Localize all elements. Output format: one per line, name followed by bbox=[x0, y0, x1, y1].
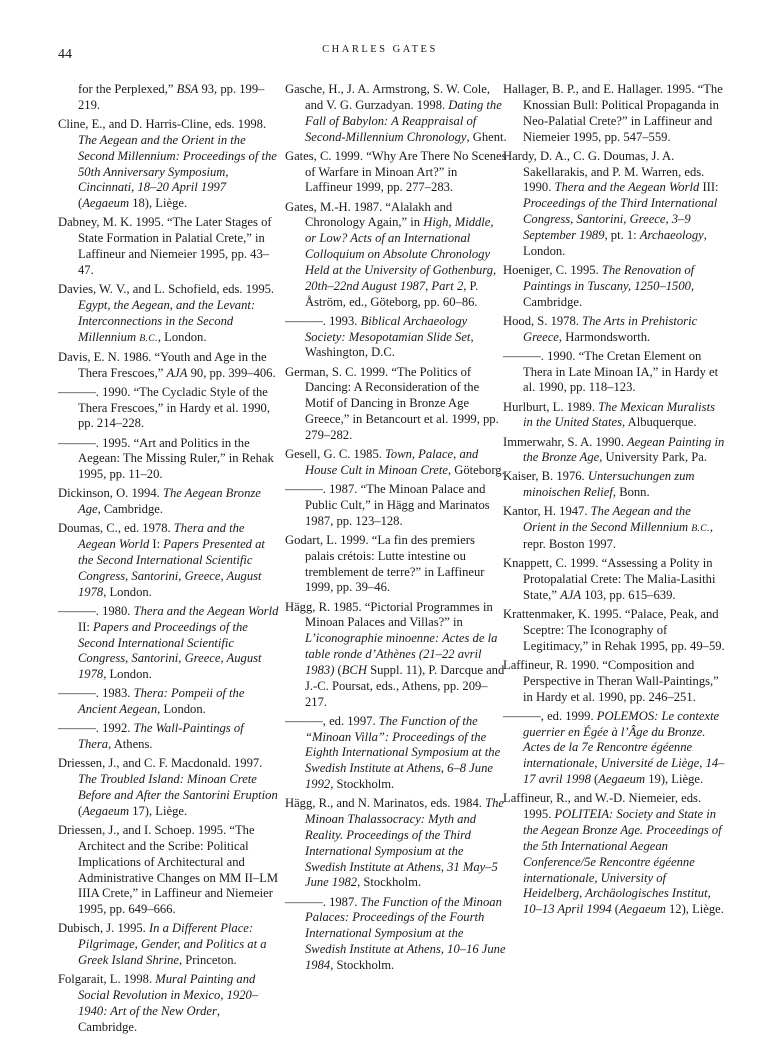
bibliography-entry: ———, ed. 1999. POLEMOS: Le contexte guerrier en Égée à l’Âge du Bronze. Actes de la 7e Rencontre égéenne internationale, Université de Liège, 14–17 avril 1998 (Aegaeum 19), Liège. bbox=[503, 708, 725, 787]
bibliography-entry: ———. 1990. “The Cycladic Style of the Thera Frescoes,” in Hardy et al. 1990, pp. 214–228. bbox=[58, 384, 270, 431]
bibliography-entry: for the Perplexed,” BSA 93, pp. 199–219. bbox=[78, 82, 265, 112]
bibliography-entry: ———. 1993. Biblical Archaeology Society: Mesopotamian Slide Set, Washington, D.C. bbox=[285, 313, 474, 360]
bibliography-entry: Kaiser, B. 1976. Untersuchungen zum minoischen Relief, Bonn. bbox=[503, 469, 695, 500]
bibliography-entry: Driessen, J., and I. Schoep. 1995. “The Architect and the Scribe: Political Implications of Architectural and Administrative Changes on MM II–LM IIIA Crete,” in Laffineur and Niemeier 1995, pp. 649–666. bbox=[58, 822, 279, 917]
bibliography-entry: Laffineur, R., and W.-D. Niemeier, eds. 1995. POLITEIA: Society and State in the Aegean Bronze Age. Proceedings of the 5th International Aegean Conference/5e Rencontre égéenne internationale, University of Heidelberg, Archäologisches Institut, 10–13 April 1994 (Aegaeum 12), Liège. bbox=[503, 791, 724, 917]
bibliography-entry: Hood, S. 1978. The Arts in Prehistoric Greece, Harmondsworth. bbox=[503, 313, 698, 344]
bibliography-column-3 bbox=[503, 82, 725, 921]
bibliography-entry: Hallager, B. P., and E. Hallager. 1995. “The Knossian Bull: Political Propaganda in Neo-Palatial Crete?” in Laffineur and Niemeier 1995, pp. 547–559. bbox=[503, 82, 723, 144]
bibliography-entry: Folgarait, L. 1998. Mural Painting and Social Revolution in Mexico, 1920–1940: Art of the New Order, Cambridge. bbox=[58, 972, 259, 1034]
bibliography-entry: Doumas, C., ed. 1978. Thera and the Aegean World I: Papers Presented at the Second International Scientific Congress, Santorini, Greece, August 1978, London. bbox=[58, 521, 265, 599]
bibliography-entry: Dickinson, O. 1994. The Aegean Bronze Age, Cambridge. bbox=[58, 486, 261, 517]
bibliography-entry: Dabney, M. K. 1995. “The Later Stages of State Formation in Palatial Crete,” in Laffineur and Niemeier 1995, pp. 43–47. bbox=[58, 215, 272, 277]
bibliography-entry: Davis, E. N. 1986. “Youth and Age in the Thera Frescoes,” AJA 90, pp. 399–406. bbox=[58, 349, 276, 380]
bibliography-entry: Hardy, D. A., C. G. Doumas, J. A. Sakellarakis, and P. M. Warren, eds. 1990. Thera and the Aegean World III: Proceedings of the Third International Congress, Santorini, Greece, 3–9 September 1989, pt. 1: Archaeology, London. bbox=[503, 148, 719, 258]
bibliography-entry: Gates, C. 1999. “Why Are There No Scenes of Warfare in Minoan Art?” in Laffineur 1999, pp. 277–283. bbox=[285, 148, 507, 195]
bibliography-entry: Gates, M.-H. 1987. “Alalakh and Chronology Again,” in High, Middle, or Low? Acts of an International Colloquium on Absolute Chronology Held at the University of Gothenburg, 20th–22nd August 1987, Part 2, P. Åström, ed., Göteborg, pp. 60–86. bbox=[285, 199, 497, 309]
bibliography-entry: ———. 1995. “Art and Politics in the Aegean: The Missing Ruler,” in Rehak 1995, pp. 11–20. bbox=[58, 435, 274, 482]
bibliography-entry: ———, ed. 1997. The Function of the “Minoan Villa”: Proceedings of the Eighth International Symposium at the Swedish Institute at Athens, 6–8 June 1992, Stockholm. bbox=[285, 713, 501, 792]
bibliography-entry: ———. 1987. “The Minoan Palace and Public Cult,” in Hägg and Marinatos 1987, pp. 123–128. bbox=[285, 482, 490, 528]
bibliography-entry: Dubisch, J. 1995. In a Different Place: Pilgrimage, Gender, and Politics at a Greek Island Shrine, Princeton. bbox=[58, 921, 267, 968]
bibliography-entry: ———. 1987. The Function of the Minoan Palaces: Proceedings of the Fourth International Symposium at the Swedish Institute at Athens, 10–16 June 1984, Stockholm. bbox=[285, 894, 506, 972]
bibliography-entry: Hägg, R., and N. Marinatos, eds. 1984. The Minoan Thalassocracy: Myth and Reality. Proceedings of the Third International Symposium at the Swedish Institute at Athens, 31 May–5 June 1982, Stockholm. bbox=[285, 796, 504, 890]
bibliography-entry: Hurlburt, L. 1989. The Mexican Muralists in the United States, Albuquerque. bbox=[503, 399, 715, 430]
bibliography-entry: ———. 1992. The Wall-Paintings of Thera, Athens. bbox=[58, 721, 244, 752]
bibliography-entry: Kantor, H. 1947. The Aegean and the Orient in the Second Millennium B.C., repr. Boston 1997. bbox=[503, 504, 714, 552]
bibliography-entry: German, S. C. 1999. “The Politics of Dancing: A Reconsideration of the Motif of Dancing in Bronze Age Greece,” in Betancourt et al. 1999, pp. 279–282. bbox=[285, 364, 499, 442]
bibliography-column-1 bbox=[58, 82, 280, 1039]
bibliography-entry: ———. 1980. Thera and the Aegean World II: Papers and Proceedings of the Second International Scientific Congress, Santorini, Greece, August 1978, London. bbox=[58, 603, 279, 682]
bibliography-entry: Knappett, C. 1999. “Assessing a Polity in Protopalatial Crete: The Malia-Lasithi State,” AJA 103, pp. 615–639. bbox=[503, 556, 716, 602]
bibliography-entry: Hägg, R. 1985. “Pictorial Programmes in Minoan Palaces and Villas?” in L’iconographie minoenne: Actes de la table ronde d’Athènes (21–22 avril 1983) (BCH Suppl. 11), P. Darcque and J.-C. Poursat, eds., Athens, pp. 209–217. bbox=[285, 599, 505, 709]
running-head: CHARLES GATES bbox=[322, 44, 438, 55]
bibliography-entry: Godart, L. 1999. “La fin des premiers palais crétois: Lutte intestine ou tremblement de terre?” in Laffineur 1999, pp. 39–46. bbox=[285, 532, 485, 595]
bibliography-entry: Driessen, J., and C. F. Macdonald. 1997. The Troubled Island: Minoan Crete Before and After the Santorini Eruption (Aegaeum 17), Liège. bbox=[58, 756, 278, 818]
bibliography-entry: Gasche, H., J. A. Armstrong, S. W. Cole, and V. G. Gurzadyan. 1998. Dating the Fall of Babylon: A Reappraisal of Second-Millennium Chronology, Ghent. bbox=[285, 82, 507, 144]
bibliography-entry: Davies, W. V., and L. Schofield, eds. 1995. Egypt, the Aegean, and the Levant: Interconnections in the Second Millennium B.C., London. bbox=[58, 282, 275, 344]
page-number: 44 bbox=[58, 47, 72, 62]
bibliography-entry: Hoeniger, C. 1995. The Renovation of Paintings in Tuscany, 1250–1500, Cambridge. bbox=[503, 262, 695, 309]
bibliography-entry: Immerwahr, S. A. 1990. Aegean Painting in the Bronze Age, University Park, Pa. bbox=[503, 434, 725, 465]
bibliography-entry: Laffineur, R. 1990. “Composition and Perspective in Theran Wall-Paintings,” in Hardy et al. 1990, pp. 246–251. bbox=[503, 657, 719, 704]
bibliography-entry: ———. 1983. Thera: Pompeii of the Ancient Aegean, London. bbox=[58, 686, 245, 717]
bibliography-entry: Gesell, G. C. 1985. Town, Palace, and House Cult in Minoan Crete, Göteborg. bbox=[285, 447, 505, 477]
bibliography-entry: Cline, E., and D. Harris-Cline, eds. 1998. The Aegean and the Orient in the Second Millennium: Proceedings of the 50th Anniversary Symposium, Cincinnati, 18–20 April 1997 (Aegaeum 18), Liège. bbox=[58, 116, 277, 211]
bibliography-entry: ———. 1990. “The Cretan Element on Thera in Late Minoan IA,” in Hardy et al. 1990, pp. 118–123. bbox=[503, 348, 719, 395]
bibliography-column-2 bbox=[285, 82, 507, 977]
bibliography-entry: Krattenmaker, K. 1995. “Palace, Peak, and Sceptre: The Iconography of Legitimacy,” in Rehak 1995, pp. 49–59. bbox=[503, 607, 725, 653]
